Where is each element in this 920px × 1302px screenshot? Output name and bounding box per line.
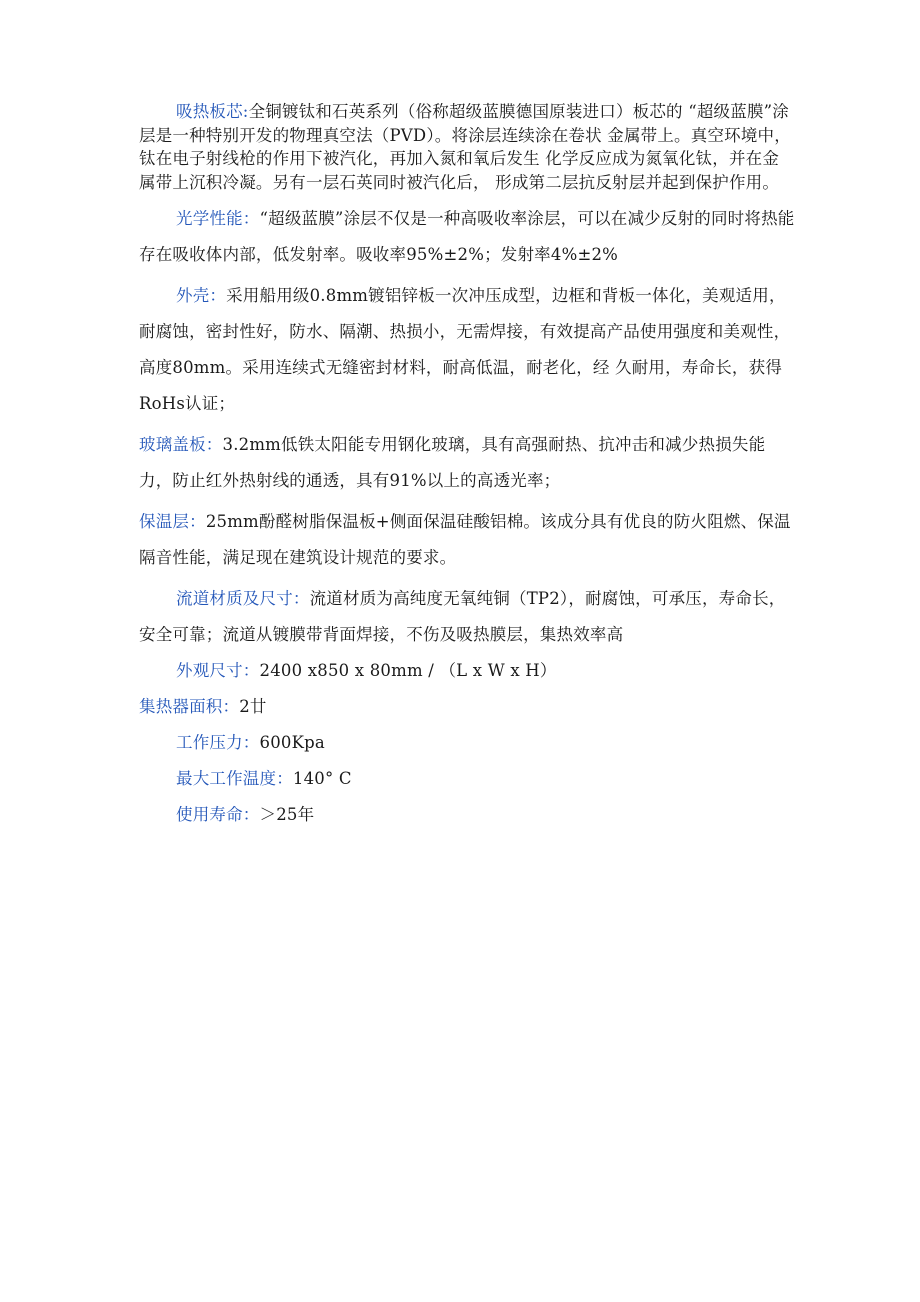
spec-working-pressure-label: 工作压力： xyxy=(176,733,260,752)
paragraph-housing xyxy=(139,278,795,422)
absorber-core-text: 全铜镀钛和石英系列（俗称超级蓝膜德国原装进口）板芯的 “超级蓝膜”涂层是一种特别开发的物理真空法（PVD）。将涂层连续涂在卷状 金属带上。真空环境中，钛在电子射线枪的作用下被汽化，再加入氮和氧后发生 化学反应成为氮氧化钛，并在金属带上沉积冷凝。另有一层石英同时被汽化后， 形成第二层抗反射层并起到保护作用。 xyxy=(139,102,791,192)
flow-channel-label: 流道材质及尺寸： xyxy=(176,589,310,608)
spec-service-life xyxy=(139,797,795,833)
housing-text: 采用船用级0.8mm镀铝锌板一次冲压成型，边框和背板一体化，美观适用，耐腐蚀，密封性好，防水、隔潮、热损小，无需焊接，有效提高产品使用强度和美观性，高度80mm。采用连续式无缝密封材料，耐高低温，耐老化，经 久耐用，寿命长，获得RoHs认证； xyxy=(139,286,791,413)
document-page xyxy=(139,100,795,833)
optical-performance-label: 光学性能： xyxy=(176,209,260,228)
glass-cover-label: 玻璃盖板： xyxy=(139,435,223,454)
housing-label: 外壳： xyxy=(176,286,227,305)
paragraph-insulation xyxy=(139,504,795,576)
spec-max-temperature xyxy=(139,761,795,797)
absorber-core-label: 吸热板芯: xyxy=(176,102,249,121)
spec-area xyxy=(139,689,795,725)
paragraph-optical-performance xyxy=(139,201,795,273)
spec-max-temperature-value: 140° C xyxy=(292,769,352,788)
spec-service-life-label: 使用寿命： xyxy=(176,805,260,824)
spec-dimensions-value: 2400 x850 x 80mm / （L x W x H） xyxy=(259,661,557,680)
optical-performance-text: “超级蓝膜”涂层不仅是一种高吸收率涂层，可以在减少反射的同时将热能存在吸收体内部，低发射率。吸收率95%±2%；发射率4%±2% xyxy=(139,209,795,264)
paragraph-glass-cover xyxy=(139,427,795,499)
insulation-text: 25mm酚醛树脂保温板+侧面保温硅酸铝棉。该成分具有优良的防火阻燃、保温隔音性能，满足现在建筑设计规范的要求。 xyxy=(139,512,791,567)
paragraph-absorber-core xyxy=(139,100,795,194)
spec-dimensions-label: 外观尺寸： xyxy=(176,661,260,680)
spec-service-life-value: ＞25年 xyxy=(259,805,315,824)
spec-max-temperature-label: 最大工作温度： xyxy=(176,769,293,788)
flow-channel-text: 流道材质为高纯度无氧纯铜（TP2），耐腐蚀，可承压，寿命长，安全可靠；流道从镀膜带背面焊接，不伤及吸热膜层，集热效率高 xyxy=(139,589,786,644)
spec-dimensions xyxy=(139,653,795,689)
spec-working-pressure xyxy=(139,725,795,761)
spec-working-pressure-value: 600Kpa xyxy=(259,733,325,752)
glass-cover-text: 3.2mm低铁太阳能专用钢化玻璃，具有高强耐热、抗冲击和减少热损失能力，防止红外热射线的通透，具有91%以上的高透光率； xyxy=(139,435,766,490)
paragraph-flow-channel xyxy=(139,581,795,653)
spec-area-label: 集热器面积： xyxy=(139,697,240,716)
insulation-label: 保温层： xyxy=(139,512,206,531)
spec-area-value: 2廿 xyxy=(239,697,267,716)
